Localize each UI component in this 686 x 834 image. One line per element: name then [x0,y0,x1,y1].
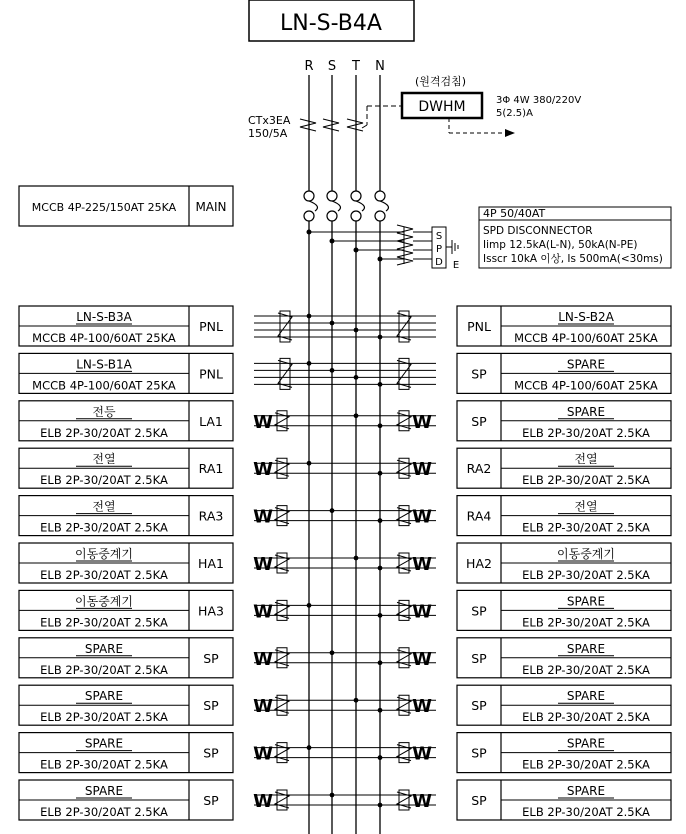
circuit-desc-left-8: ELB 2P-30/20AT 2.5KA [40,662,168,677]
elb-trip-mark: W [412,506,432,528]
branch-row-right-1 [307,306,671,346]
circuit-desc-left-5: ELB 2P-30/20AT 2.5KA [40,520,168,535]
spd-letter-s: S [435,231,443,242]
branch-row-left-4 [19,448,382,488]
branch-row-left-5 [19,496,382,536]
circuit-tag-right-4: RA2 [466,461,492,477]
circuit-name-right-6: 이동중계기 [557,547,615,561]
circuit-desc-right-3: ELB 2P-30/20AT 2.5KA [522,425,650,440]
meter-spec-line1: 3Φ 4W 380/220V [496,95,582,106]
circuit-desc-left-1: MCCB 4P-100/60AT 25KA [32,331,176,345]
meter-remote-label: (원격검침) [415,75,467,88]
circuit-name-left-10: SPARE [84,736,124,751]
circuit-tag-right-10: SP [471,745,487,761]
circuit-desc-left-10: ELB 2P-30/20AT 2.5KA [40,757,168,772]
circuit-tag-left-10: SP [203,745,219,761]
circuit-tag-right-3: SP [471,413,487,429]
meter-spec-line2: 5(2.5)A [496,108,533,119]
spd-letter-d: D [435,257,443,268]
circuit-name-right-8: SPARE [566,641,606,656]
branch-row-left-8 [19,638,382,678]
main-breaker [19,186,233,226]
ct-line1: CTx3EA [248,114,291,127]
elb-trip-mark: W [412,743,432,765]
circuit-desc-left-4: ELB 2P-30/20AT 2.5KA [40,473,168,488]
main-breaker-symbol [304,191,388,221]
branch-row-right-10 [307,733,671,773]
branch-row-left-6 [19,543,382,583]
circuit-name-right-7: SPARE [566,594,606,609]
branch-row-right-6 [354,543,671,583]
circuit-tag-right-5: RA4 [466,508,492,524]
circuit-desc-right-9: ELB 2P-30/20AT 2.5KA [522,710,650,725]
branch-row-right-8 [330,638,671,678]
circuit-tag-left-6: HA1 [198,556,224,571]
ct-line2: 150/5A [248,127,288,140]
branch-row-left-1 [19,306,382,346]
branch-row-left-9 [19,685,382,725]
ct-symbol-s [323,119,339,131]
bus-bars [309,75,380,834]
meter-name: DWHM [418,99,466,115]
circuit-desc-right-8: ELB 2P-30/20AT 2.5KA [522,662,650,677]
elb-trip-mark: W [253,601,273,623]
circuit-desc-left-3: ELB 2P-30/20AT 2.5KA [40,425,168,440]
branch-row-right-4 [307,448,671,488]
elb-trip-mark: W [253,506,273,528]
circuit-name-right-4: 전열 [574,452,598,467]
circuit-name-left-9: SPARE [84,689,124,704]
branch-row-left-11 [19,780,382,820]
branch-row-right-5 [330,496,671,536]
branch-circuits [19,306,671,820]
circuit-tag-left-9: SP [203,698,219,714]
elb-trip-mark: W [412,601,432,623]
circuit-name-right-3: SPARE [566,404,606,419]
circuit-tag-left-8: SP [203,650,219,666]
branch-row-right-2 [307,353,671,393]
elb-trip-mark: W [253,554,273,575]
elb-trip-mark: W [253,648,273,670]
panel-title-box [249,0,414,41]
elb-trip-mark: W [412,791,432,812]
phase-label-t: T [352,59,360,74]
circuit-tag-left-2: PNL [199,366,223,382]
spd-letter-p: P [435,244,443,255]
circuit-desc-right-1: MCCB 4P-100/60AT 25KA [514,331,658,345]
circuit-name-left-4: 전열 [92,452,116,467]
circuit-name-left-8: SPARE [84,641,124,656]
elb-trip-mark: W [253,743,273,765]
circuit-desc-right-11: ELB 2P-30/20AT 2.5KA [522,805,650,819]
panel-title: LN-S-B4A [280,11,382,36]
circuit-desc-left-9: ELB 2P-30/20AT 2.5KA [40,710,168,725]
circuit-name-right-11: SPARE [566,784,606,798]
elb-trip-mark: W [412,554,432,575]
current-transformers [248,114,367,140]
phase-label-n: N [375,59,385,74]
circuit-name-left-7: 이동중계기 [75,594,133,609]
branch-row-left-7 [19,590,382,630]
circuit-desc-right-6: ELB 2P-30/20AT 2.5KA [522,568,650,582]
branch-row-right-9 [354,685,671,725]
ct-symbol-t [347,119,363,131]
circuit-tag-left-11: SP [203,793,219,808]
circuit-tag-left-1: PNL [199,319,223,334]
circuit-tag-right-8: SP [471,650,487,666]
circuit-name-left-11: SPARE [84,784,124,798]
circuit-tag-right-9: SP [471,698,487,714]
elb-trip-mark: W [412,411,432,433]
circuit-desc-right-10: ELB 2P-30/20AT 2.5KA [522,757,650,772]
spd-earth-label: E [452,260,460,271]
circuit-desc-right-5: ELB 2P-30/20AT 2.5KA [522,520,650,535]
circuit-name-right-9: SPARE [566,689,606,704]
spd-breaker: 4P 50/40AT [483,207,546,220]
circuit-name-left-2: LN-S-B1A [76,357,132,372]
circuit-desc-left-7: ELB 2P-30/20AT 2.5KA [40,615,168,630]
circuit-tag-left-3: LA1 [199,413,223,429]
circuit-tag-right-11: SP [471,793,487,808]
circuit-name-left-6: 이동중계기 [75,547,133,561]
spd-line3: Isscr 10kA 이상, Is 500mA(<30ms) [483,253,663,265]
circuit-tag-left-4: RA1 [198,461,224,477]
circuit-tag-left-7: HA3 [198,603,224,619]
circuit-desc-left-6: ELB 2P-30/20AT 2.5KA [40,568,168,582]
bus-phase-labels [304,59,384,74]
circuit-desc-right-7: ELB 2P-30/20AT 2.5KA [522,615,650,630]
elb-trip-mark: W [253,459,273,481]
elb-trip-mark: W [253,791,273,812]
circuit-tag-right-1: PNL [467,319,491,334]
circuit-name-right-5: 전열 [574,499,598,514]
spd-line1: SPD DISCONNECTOR [483,225,593,237]
branch-row-right-11 [330,780,671,820]
circuit-tag-right-2: SP [471,366,487,382]
circuit-name-left-3: 전등 [92,404,116,419]
main-breaker-tag: MAIN [195,200,227,214]
circuit-tag-right-7: SP [471,603,487,619]
elb-trip-mark: W [253,696,273,718]
circuit-desc-left-11: ELB 2P-30/20AT 2.5KA [40,805,168,819]
circuit-name-right-1: LN-S-B2A [558,310,614,324]
circuit-name-left-1: LN-S-B3A [76,310,132,324]
circuit-name-right-10: SPARE [566,736,606,751]
phase-label-r: R [304,59,314,74]
main-breaker-desc: MCCB 4P-225/150AT 25KA [31,201,177,214]
phase-label-s: S [327,59,337,74]
spd-line2: Iimp 12.5kA(L-N), 50kA(N-PE) [483,239,638,251]
branch-row-right-3 [354,401,671,441]
elb-trip-mark: W [412,648,432,670]
elb-trip-mark: W [253,411,273,433]
circuit-desc-right-4: ELB 2P-30/20AT 2.5KA [522,473,650,488]
branch-row-left-3 [19,401,382,441]
ct-symbol-r [300,119,316,131]
circuit-tag-right-6: HA2 [466,556,492,571]
circuit-name-left-5: 전열 [92,499,116,514]
elb-trip-mark: W [412,696,432,718]
circuit-desc-right-2: MCCB 4P-100/60AT 25KA [514,378,658,393]
meter [367,74,581,137]
branch-row-left-2 [19,353,382,393]
branch-row-right-7 [307,590,671,630]
circuit-desc-left-2: MCCB 4P-100/60AT 25KA [32,378,176,393]
circuit-name-right-2: SPARE [566,357,606,372]
branch-row-left-10 [19,733,382,773]
elb-trip-mark: W [412,459,432,481]
earth-icon [446,240,458,254]
circuit-tag-left-5: RA3 [198,508,224,524]
